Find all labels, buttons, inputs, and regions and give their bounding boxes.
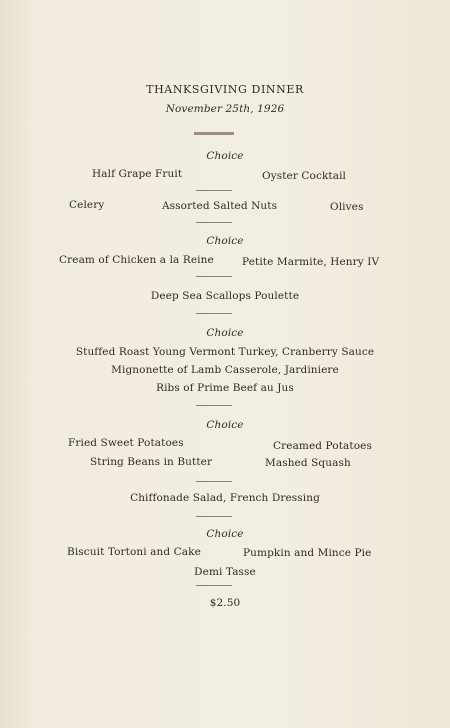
menu-item: Cream of Chicken a la Reine — [59, 254, 214, 266]
choice-label: Choice — [206, 150, 244, 162]
menu-title: THANKSGIVING DINNER — [146, 83, 304, 96]
menu-item: Mignonette of Lamb Casserole, Jardiniere — [111, 364, 339, 376]
menu-item: Stuffed Roast Young Vermont Turkey, Cranberry Sauce — [75, 346, 375, 358]
choice-label: Choice — [206, 327, 244, 339]
menu-item: Pumpkin and Mince Pie — [243, 547, 372, 559]
menu-item: Assorted Salted Nuts — [162, 200, 278, 212]
menu-item: Ribs of Prime Beef au Jus — [156, 382, 294, 394]
divider — [196, 585, 232, 586]
menu-item: Chiffonade Salad, French Dressing — [130, 492, 320, 504]
menu-item: Demi Tasse — [194, 566, 256, 578]
divider — [196, 405, 232, 406]
divider — [196, 313, 232, 314]
menu-item: Biscuit Tortoni and Cake — [67, 546, 201, 558]
divider — [196, 516, 232, 517]
menu-item: Olives — [330, 201, 364, 213]
divider — [196, 276, 232, 277]
menu-date: November 25th, 1926 — [165, 103, 285, 115]
divider — [196, 222, 232, 223]
divider — [196, 190, 232, 191]
choice-label: Choice — [206, 528, 244, 540]
choice-label: Choice — [206, 419, 244, 431]
menu-item: Celery — [69, 199, 105, 211]
menu-item: Deep Sea Scallops Poulette — [150, 290, 300, 302]
menu-item: String Beans in Butter — [90, 456, 213, 468]
divider — [196, 481, 232, 482]
menu-item: Half Grape Fruit — [92, 168, 183, 180]
menu-item: Fried Sweet Potatoes — [68, 437, 184, 449]
menu-item: Petite Marmite, Henry IV — [242, 256, 380, 268]
menu-item: Oyster Cocktail — [262, 170, 347, 182]
menu-item: Creamed Potatoes — [273, 440, 372, 452]
divider — [194, 132, 234, 135]
price: $2.50 — [209, 597, 241, 609]
choice-label: Choice — [206, 235, 244, 247]
menu-item: Mashed Squash — [265, 457, 351, 469]
